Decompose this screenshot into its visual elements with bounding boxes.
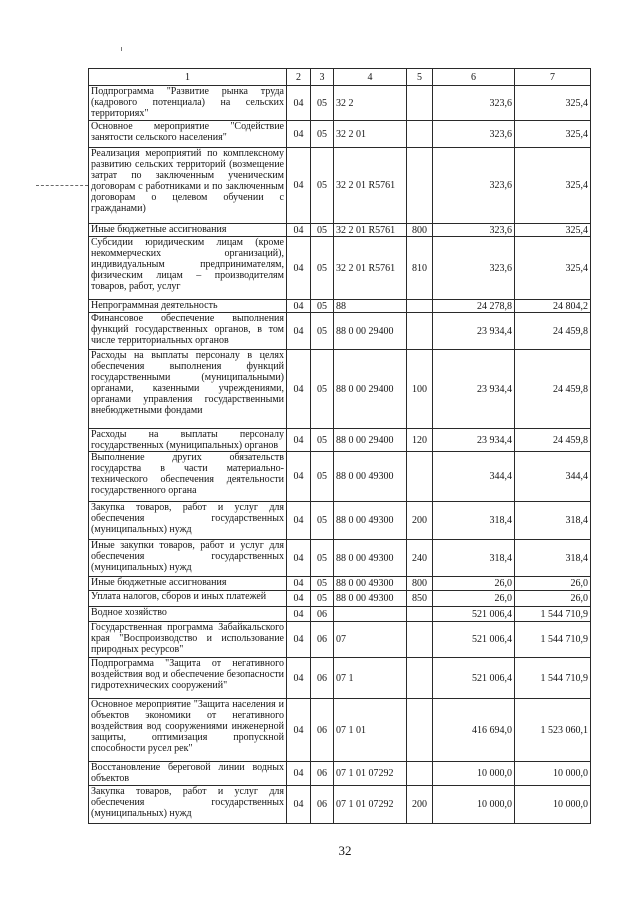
- amount-col7-cell: 1 544 710,9: [515, 622, 591, 658]
- target-article-code-cell: 07: [334, 622, 407, 658]
- expense-type-code-cell: 200: [407, 502, 433, 540]
- amount-col7-cell: 344,4: [515, 452, 591, 502]
- section-code-cell: 04: [287, 313, 311, 350]
- target-article-code-cell: 88 0 00 49300: [334, 502, 407, 540]
- expense-type-code-cell: [407, 148, 433, 224]
- expense-type-code-cell: 850: [407, 591, 433, 607]
- table-row: [89, 224, 591, 237]
- item-name-cell: Иные закупки товаров, работ и услуг для обеспечения государственных (муниципальных) нужд: [89, 540, 287, 577]
- header-cell-4: 4: [334, 69, 407, 86]
- expense-type-code-cell: 200: [407, 786, 433, 824]
- target-article-code-cell: 07 1: [334, 658, 407, 699]
- amount-col6-cell: 323,6: [433, 86, 515, 121]
- amount-col7-cell: 325,4: [515, 224, 591, 237]
- target-article-code-cell: 32 2: [334, 86, 407, 121]
- target-article-code-cell: [334, 607, 407, 622]
- amount-col6-cell: 23 934,4: [433, 429, 515, 452]
- subsection-code-cell: 05: [311, 502, 334, 540]
- budget-table: [88, 68, 591, 824]
- amount-col6-cell: 323,6: [433, 148, 515, 224]
- subsection-code-cell: 05: [311, 237, 334, 300]
- table-row: [89, 452, 591, 502]
- header-cell-3: 3: [311, 69, 334, 86]
- subsection-code-cell: 06: [311, 699, 334, 762]
- table-row: [89, 502, 591, 540]
- header-cell-7: 7: [515, 69, 591, 86]
- amount-col6-cell: 10 000,0: [433, 786, 515, 824]
- item-name-cell: Расходы на выплаты персоналу государственных (муниципальных) органов: [89, 429, 287, 452]
- subsection-code-cell: 05: [311, 300, 334, 313]
- amount-col7-cell: 24 804,2: [515, 300, 591, 313]
- table-row: [89, 121, 591, 148]
- table-row: [89, 591, 591, 607]
- section-code-cell: 04: [287, 699, 311, 762]
- amount-col7-cell: 26,0: [515, 591, 591, 607]
- amount-col6-cell: 318,4: [433, 502, 515, 540]
- amount-col7-cell: 1 544 710,9: [515, 607, 591, 622]
- section-code-cell: 04: [287, 591, 311, 607]
- item-name-cell: Расходы на выплаты персоналу в целях обеспечения выполнения функций государственными (муниципальными) органами, казенными учреждениями, органами управления государственными внебюджетными фондами: [89, 350, 287, 429]
- item-name-cell: Основное мероприятие "Защита населения и объектов экономики от негативного воздействия вод сооружениями инженерной защиты, оптимизация пропускной способности русел рек": [89, 699, 287, 762]
- target-article-code-cell: 88 0 00 49300: [334, 577, 407, 591]
- expense-type-code-cell: [407, 313, 433, 350]
- expense-type-code-cell: [407, 86, 433, 121]
- item-name-cell: Реализация мероприятий по комплексному развитию сельских территорий (возмещение затрат по заключенным ученическим договорам с работниками и по заключенным договорам о целевом обучении с гражданами): [89, 148, 287, 224]
- amount-col6-cell: 344,4: [433, 452, 515, 502]
- item-name-cell: Иные бюджетные ассигнования: [89, 224, 287, 237]
- amount-col7-cell: 24 459,8: [515, 350, 591, 429]
- expense-type-code-cell: 810: [407, 237, 433, 300]
- amount-col7-cell: 10 000,0: [515, 762, 591, 786]
- item-name-cell: Выполнение других обязательств государства в части материально-технического обеспечения деятельности государственного органа: [89, 452, 287, 502]
- section-code-cell: 04: [287, 350, 311, 429]
- amount-col6-cell: 26,0: [433, 577, 515, 591]
- item-name-cell: Основное мероприятие "Содействие занятости сельского населения": [89, 121, 287, 148]
- subsection-code-cell: 05: [311, 224, 334, 237]
- section-code-cell: 04: [287, 237, 311, 300]
- item-name-cell: Иные бюджетные ассигнования: [89, 577, 287, 591]
- section-code-cell: 04: [287, 577, 311, 591]
- section-code-cell: 04: [287, 86, 311, 121]
- subsection-code-cell: 06: [311, 622, 334, 658]
- amount-col6-cell: 323,6: [433, 237, 515, 300]
- item-name-cell: Подпрограмма "Защита от негативного воздействия вод и обеспечение безопасности гидротехнических сооружений": [89, 658, 287, 699]
- item-name-cell: Субсидии юридическим лицам (кроме некоммерческих организаций), индивидуальным предпринимателям, физическим лицам – производителям товаров, работ, услуг: [89, 237, 287, 300]
- scan-dashed-line: [36, 185, 88, 186]
- table-row: [89, 300, 591, 313]
- subsection-code-cell: 05: [311, 452, 334, 502]
- subsection-code-cell: 05: [311, 350, 334, 429]
- section-code-cell: 04: [287, 786, 311, 824]
- section-code-cell: 04: [287, 429, 311, 452]
- amount-col7-cell: 24 459,8: [515, 429, 591, 452]
- target-article-code-cell: 07 1 01: [334, 699, 407, 762]
- section-code-cell: 04: [287, 622, 311, 658]
- table-header: [89, 69, 591, 86]
- item-name-cell: Восстановление береговой линии водных объектов: [89, 762, 287, 786]
- amount-col7-cell: 1 523 060,1: [515, 699, 591, 762]
- subsection-code-cell: 05: [311, 121, 334, 148]
- amount-col6-cell: 323,6: [433, 224, 515, 237]
- table-row: [89, 622, 591, 658]
- header-cell-1: 1: [89, 69, 287, 86]
- amount-col7-cell: 26,0: [515, 577, 591, 591]
- target-article-code-cell: 32 2 01 R5761: [334, 224, 407, 237]
- target-article-code-cell: 88 0 00 29400: [334, 350, 407, 429]
- table-row: [89, 658, 591, 699]
- table-row: [89, 607, 591, 622]
- section-code-cell: 04: [287, 658, 311, 699]
- table-row: [89, 577, 591, 591]
- table-row: [89, 86, 591, 121]
- amount-col7-cell: 24 459,8: [515, 313, 591, 350]
- amount-col6-cell: 10 000,0: [433, 762, 515, 786]
- item-name-cell: Подпрограмма "Развитие рынка труда (кадрового потенциала) на сельских территориях": [89, 86, 287, 121]
- amount-col6-cell: 318,4: [433, 540, 515, 577]
- header-cell-6: 6: [433, 69, 515, 86]
- subsection-code-cell: 05: [311, 591, 334, 607]
- subsection-code-cell: 05: [311, 429, 334, 452]
- expense-type-code-cell: [407, 452, 433, 502]
- expense-type-code-cell: [407, 622, 433, 658]
- amount-col6-cell: 323,6: [433, 121, 515, 148]
- header-row: [89, 69, 591, 86]
- scan-speck: [121, 47, 122, 51]
- expense-type-code-cell: [407, 699, 433, 762]
- table-row: [89, 313, 591, 350]
- subsection-code-cell: 05: [311, 313, 334, 350]
- amount-col6-cell: 26,0: [433, 591, 515, 607]
- target-article-code-cell: 88 0 00 29400: [334, 429, 407, 452]
- section-code-cell: 04: [287, 300, 311, 313]
- section-code-cell: 04: [287, 762, 311, 786]
- expense-type-code-cell: [407, 762, 433, 786]
- table-row: [89, 762, 591, 786]
- expense-type-code-cell: [407, 607, 433, 622]
- item-name-cell: Государственная программа Забайкальского края "Воспроизводство и использование природных ресурсов": [89, 622, 287, 658]
- subsection-code-cell: 05: [311, 577, 334, 591]
- target-article-code-cell: 32 2 01: [334, 121, 407, 148]
- subsection-code-cell: 06: [311, 658, 334, 699]
- target-article-code-cell: 07 1 01 07292: [334, 762, 407, 786]
- amount-col6-cell: 416 694,0: [433, 699, 515, 762]
- subsection-code-cell: 05: [311, 540, 334, 577]
- expense-type-code-cell: 800: [407, 577, 433, 591]
- header-cell-5: 5: [407, 69, 433, 86]
- amount-col6-cell: 23 934,4: [433, 313, 515, 350]
- item-name-cell: Закупка товаров, работ и услуг для обеспечения государственных (муниципальных) нужд: [89, 786, 287, 824]
- target-article-code-cell: 88 0 00 29400: [334, 313, 407, 350]
- table-row: [89, 786, 591, 824]
- target-article-code-cell: 88: [334, 300, 407, 313]
- section-code-cell: 04: [287, 148, 311, 224]
- expense-type-code-cell: [407, 658, 433, 699]
- table-row: [89, 148, 591, 224]
- amount-col7-cell: 325,4: [515, 148, 591, 224]
- expense-type-code-cell: 120: [407, 429, 433, 452]
- table-row: [89, 350, 591, 429]
- item-name-cell: Уплата налогов, сборов и иных платежей: [89, 591, 287, 607]
- table-row: [89, 429, 591, 452]
- amount-col7-cell: 10 000,0: [515, 786, 591, 824]
- expense-type-code-cell: [407, 300, 433, 313]
- expense-type-code-cell: [407, 121, 433, 148]
- expense-type-code-cell: 800: [407, 224, 433, 237]
- item-name-cell: Финансовое обеспечение выполнения функций государственных органов, в том числе территориальных органов: [89, 313, 287, 350]
- amount-col7-cell: 318,4: [515, 540, 591, 577]
- section-code-cell: 04: [287, 540, 311, 577]
- item-name-cell: Непрограммная деятельность: [89, 300, 287, 313]
- item-name-cell: Закупка товаров, работ и услуг для обеспечения государственных (муниципальных) нужд: [89, 502, 287, 540]
- item-name-cell: Водное хозяйство: [89, 607, 287, 622]
- section-code-cell: 04: [287, 452, 311, 502]
- expense-type-code-cell: 240: [407, 540, 433, 577]
- target-article-code-cell: 07 1 01 07292: [334, 786, 407, 824]
- page-number: 32: [338, 843, 352, 858]
- section-code-cell: 04: [287, 224, 311, 237]
- amount-col6-cell: 521 006,4: [433, 658, 515, 699]
- section-code-cell: 04: [287, 121, 311, 148]
- amount-col7-cell: 325,4: [515, 86, 591, 121]
- subsection-code-cell: 05: [311, 148, 334, 224]
- target-article-code-cell: 32 2 01 R5761: [334, 148, 407, 224]
- target-article-code-cell: 88 0 00 49300: [334, 452, 407, 502]
- table-row: [89, 699, 591, 762]
- amount-col6-cell: 24 278,8: [433, 300, 515, 313]
- section-code-cell: 04: [287, 502, 311, 540]
- amount-col7-cell: 325,4: [515, 237, 591, 300]
- expense-type-code-cell: 100: [407, 350, 433, 429]
- amount-col7-cell: 325,4: [515, 121, 591, 148]
- subsection-code-cell: 05: [311, 86, 334, 121]
- table-row: [89, 237, 591, 300]
- amount-col6-cell: 521 006,4: [433, 622, 515, 658]
- target-article-code-cell: 32 2 01 R5761: [334, 237, 407, 300]
- table-body: [89, 86, 591, 824]
- amount-col6-cell: 23 934,4: [433, 350, 515, 429]
- target-article-code-cell: 88 0 00 49300: [334, 540, 407, 577]
- subsection-code-cell: 06: [311, 762, 334, 786]
- subsection-code-cell: 06: [311, 607, 334, 622]
- header-cell-2: 2: [287, 69, 311, 86]
- amount-col7-cell: 318,4: [515, 502, 591, 540]
- section-code-cell: 04: [287, 607, 311, 622]
- subsection-code-cell: 06: [311, 786, 334, 824]
- amount-col7-cell: 1 544 710,9: [515, 658, 591, 699]
- amount-col6-cell: 521 006,4: [433, 607, 515, 622]
- target-article-code-cell: 88 0 00 49300: [334, 591, 407, 607]
- table-row: [89, 540, 591, 577]
